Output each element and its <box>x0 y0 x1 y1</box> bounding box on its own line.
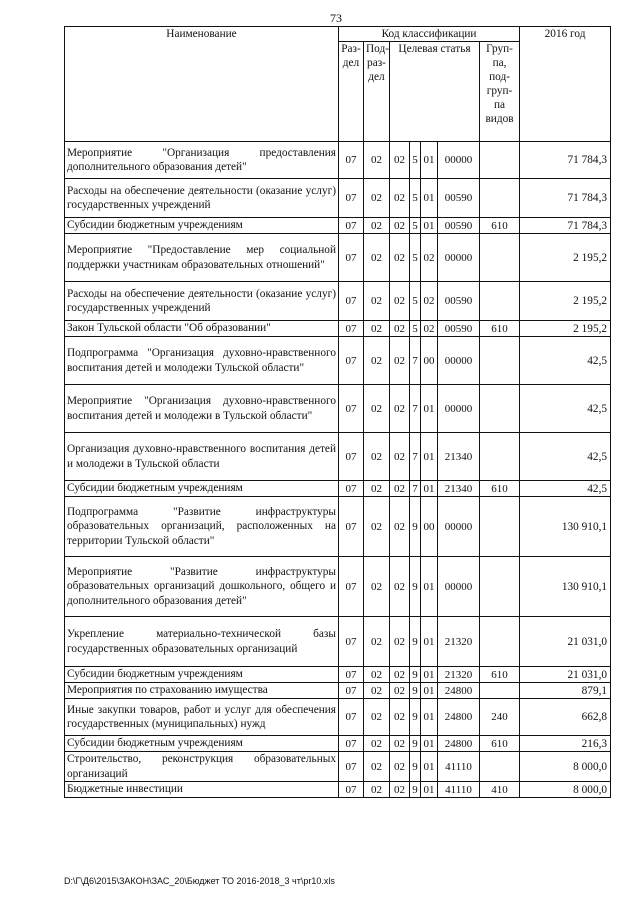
row-target-program: 02 <box>390 218 410 234</box>
row-group <box>480 557 520 617</box>
row-target-program: 02 <box>390 699 410 736</box>
row-name: Субсидии бюджетным учреждениям <box>65 667 339 683</box>
header-code-group: Код классификации <box>339 27 520 42</box>
row-group <box>480 179 520 218</box>
row-razdel: 07 <box>339 385 364 433</box>
row-podrazdel: 02 <box>364 282 390 321</box>
row-amount: 42,5 <box>520 433 611 481</box>
row-name: Мероприятие "Организация предоставления дополнительного образования детей" <box>65 142 339 179</box>
table-row <box>65 557 611 617</box>
row-target-program: 02 <box>390 736 410 752</box>
row-target-measure: 01 <box>421 683 438 699</box>
row-razdel: 07 <box>339 667 364 683</box>
row-group: 610 <box>480 667 520 683</box>
row-target-measure: 01 <box>421 699 438 736</box>
row-group: 240 <box>480 699 520 736</box>
row-name: Субсидии бюджетным учреждениям <box>65 218 339 234</box>
row-amount: 130 910,1 <box>520 557 611 617</box>
row-group <box>480 282 520 321</box>
row-target-direction: 00000 <box>438 234 480 282</box>
row-podrazdel: 02 <box>364 667 390 683</box>
row-name: Расходы на обеспечение деятельности (оказание услуг) государственных учреждений <box>65 179 339 218</box>
row-target-measure: 01 <box>421 481 438 497</box>
row-target-direction: 21340 <box>438 433 480 481</box>
row-target-program: 02 <box>390 752 410 782</box>
row-target-subprogram: 5 <box>410 179 421 218</box>
budget-rows <box>65 142 611 798</box>
row-target-program: 02 <box>390 433 410 481</box>
row-amount: 71 784,3 <box>520 179 611 218</box>
row-target-program: 02 <box>390 667 410 683</box>
row-razdel: 07 <box>339 617 364 667</box>
row-target-subprogram: 5 <box>410 234 421 282</box>
table-row <box>65 667 611 683</box>
row-amount: 71 784,3 <box>520 218 611 234</box>
row-target-subprogram: 5 <box>410 282 421 321</box>
row-amount: 42,5 <box>520 337 611 385</box>
row-amount: 662,8 <box>520 699 611 736</box>
row-group: 610 <box>480 736 520 752</box>
row-target-direction: 24800 <box>438 683 480 699</box>
table-row <box>65 433 611 481</box>
row-podrazdel: 02 <box>364 557 390 617</box>
row-name: Строительство, реконструкция образовательных организаций <box>65 752 339 782</box>
row-name: Мероприятие "Организация духовно-нравственного воспитания детей и молодежи в Тульской области" <box>65 385 339 433</box>
row-target-subprogram: 9 <box>410 617 421 667</box>
row-target-direction: 24800 <box>438 699 480 736</box>
table-row <box>65 617 611 667</box>
row-podrazdel: 02 <box>364 433 390 481</box>
row-group <box>480 385 520 433</box>
row-group <box>480 433 520 481</box>
row-razdel: 07 <box>339 282 364 321</box>
row-razdel: 07 <box>339 142 364 179</box>
row-amount: 2 195,2 <box>520 234 611 282</box>
row-target-direction: 00000 <box>438 385 480 433</box>
row-name: Мероприятия по страхованию имущества <box>65 683 339 699</box>
row-podrazdel: 02 <box>364 321 390 337</box>
row-target-subprogram: 9 <box>410 667 421 683</box>
row-razdel: 07 <box>339 337 364 385</box>
row-razdel: 07 <box>339 557 364 617</box>
row-podrazdel: 02 <box>364 699 390 736</box>
table-row <box>65 337 611 385</box>
row-target-measure: 01 <box>421 736 438 752</box>
row-amount: 71 784,3 <box>520 142 611 179</box>
row-amount: 42,5 <box>520 385 611 433</box>
row-amount: 8 000,0 <box>520 752 611 782</box>
row-name: Организация духовно-нравственного воспитания детей и молодежи в Тульской области <box>65 433 339 481</box>
row-name: Укрепление материально-технической базы государственных образовательных организаций <box>65 617 339 667</box>
row-razdel: 07 <box>339 752 364 782</box>
row-target-measure: 01 <box>421 557 438 617</box>
row-group <box>480 337 520 385</box>
header-podrazdel: Под- раз- дел <box>364 42 390 142</box>
row-target-subprogram: 9 <box>410 699 421 736</box>
row-target-measure: 01 <box>421 433 438 481</box>
header-target: Целевая статья <box>390 42 480 142</box>
row-target-measure: 00 <box>421 497 438 557</box>
row-target-measure: 01 <box>421 218 438 234</box>
row-amount: 21 031,0 <box>520 617 611 667</box>
row-name: Иные закупки товаров, работ и услуг для обеспечения государственных (муниципальных) нужд <box>65 699 339 736</box>
row-target-direction: 21320 <box>438 617 480 667</box>
row-name: Субсидии бюджетным учреждениям <box>65 736 339 752</box>
row-amount: 216,3 <box>520 736 611 752</box>
row-name: Бюджетные инвестиции <box>65 782 339 798</box>
header-group: Груп- па, под- груп- па видов <box>480 42 520 142</box>
row-podrazdel: 02 <box>364 782 390 798</box>
row-target-direction: 00000 <box>438 497 480 557</box>
row-amount: 2 195,2 <box>520 282 611 321</box>
row-group <box>480 497 520 557</box>
row-podrazdel: 02 <box>364 142 390 179</box>
row-target-program: 02 <box>390 497 410 557</box>
row-target-subprogram: 9 <box>410 782 421 798</box>
row-target-subprogram: 7 <box>410 385 421 433</box>
page-number: 73 <box>330 11 342 25</box>
row-amount: 8 000,0 <box>520 782 611 798</box>
row-razdel: 07 <box>339 321 364 337</box>
row-podrazdel: 02 <box>364 337 390 385</box>
row-target-subprogram: 9 <box>410 752 421 782</box>
table-row <box>65 782 611 798</box>
row-name: Мероприятие "Развитие инфраструктуры образовательных организаций дошкольного, общего и дополнительного образования детей" <box>65 557 339 617</box>
row-target-direction: 00590 <box>438 179 480 218</box>
row-amount: 42,5 <box>520 481 611 497</box>
row-target-measure: 01 <box>421 179 438 218</box>
row-target-program: 02 <box>390 683 410 699</box>
row-target-subprogram: 7 <box>410 481 421 497</box>
header-razdel: Раз- дел <box>339 42 364 142</box>
row-group <box>480 683 520 699</box>
table-row <box>65 234 611 282</box>
row-group: 610 <box>480 218 520 234</box>
row-target-program: 02 <box>390 617 410 667</box>
row-name: Мероприятие "Предоставление мер социальной поддержки участникам образовательных отношений" <box>65 234 339 282</box>
row-razdel: 07 <box>339 179 364 218</box>
row-target-direction: 00000 <box>438 337 480 385</box>
table-row <box>65 282 611 321</box>
table-row <box>65 481 611 497</box>
budget-table <box>64 26 611 798</box>
row-name: Подпрограмма "Организация духовно-нравственного воспитания детей и молодежи Тульской области" <box>65 337 339 385</box>
row-target-direction: 00590 <box>438 321 480 337</box>
row-group: 610 <box>480 481 520 497</box>
row-amount: 130 910,1 <box>520 497 611 557</box>
row-group <box>480 234 520 282</box>
row-target-direction: 41110 <box>438 782 480 798</box>
row-group <box>480 142 520 179</box>
file-path-footer: D:\Г\Д6\2015\ЗАКОН\ЗАС_20\Бюджет ТО 2016-2018_3 чт\pr10.xls <box>64 876 335 886</box>
row-name: Субсидии бюджетным учреждениям <box>65 481 339 497</box>
row-target-measure: 01 <box>421 667 438 683</box>
row-podrazdel: 02 <box>364 497 390 557</box>
row-group: 410 <box>480 782 520 798</box>
row-target-program: 02 <box>390 321 410 337</box>
table-row <box>65 752 611 782</box>
row-podrazdel: 02 <box>364 683 390 699</box>
row-name: Расходы на обеспечение деятельности (оказание услуг) государственных учреждений <box>65 282 339 321</box>
row-target-measure: 01 <box>421 782 438 798</box>
table-row <box>65 699 611 736</box>
row-target-measure: 02 <box>421 321 438 337</box>
header-name: Наименование <box>65 27 339 142</box>
table-row <box>65 736 611 752</box>
row-razdel: 07 <box>339 218 364 234</box>
row-target-subprogram: 5 <box>410 321 421 337</box>
row-podrazdel: 02 <box>364 385 390 433</box>
row-amount: 879,1 <box>520 683 611 699</box>
row-target-measure: 02 <box>421 282 438 321</box>
row-group <box>480 752 520 782</box>
row-target-direction: 00000 <box>438 142 480 179</box>
row-razdel: 07 <box>339 782 364 798</box>
row-target-subprogram: 9 <box>410 736 421 752</box>
row-target-program: 02 <box>390 481 410 497</box>
table-row <box>65 142 611 179</box>
row-razdel: 07 <box>339 736 364 752</box>
row-target-subprogram: 5 <box>410 142 421 179</box>
row-target-direction: 21340 <box>438 481 480 497</box>
row-target-direction: 24800 <box>438 736 480 752</box>
row-target-program: 02 <box>390 142 410 179</box>
row-name: Подпрограмма "Развитие инфраструктуры образовательных организаций, расположенных на территории Тульской области" <box>65 497 339 557</box>
row-target-direction: 00590 <box>438 218 480 234</box>
row-target-direction: 41110 <box>438 752 480 782</box>
row-amount: 21 031,0 <box>520 667 611 683</box>
header-year: 2016 год <box>520 27 611 142</box>
row-target-subprogram: 9 <box>410 557 421 617</box>
row-target-direction: 00000 <box>438 557 480 617</box>
row-target-program: 02 <box>390 557 410 617</box>
row-razdel: 07 <box>339 481 364 497</box>
row-target-measure: 01 <box>421 142 438 179</box>
row-target-program: 02 <box>390 179 410 218</box>
table-row <box>65 321 611 337</box>
row-target-subprogram: 9 <box>410 497 421 557</box>
table-row <box>65 683 611 699</box>
row-target-program: 02 <box>390 337 410 385</box>
row-target-measure: 02 <box>421 234 438 282</box>
row-target-measure: 01 <box>421 752 438 782</box>
table-row <box>65 179 611 218</box>
row-razdel: 07 <box>339 234 364 282</box>
row-group <box>480 617 520 667</box>
row-target-program: 02 <box>390 385 410 433</box>
row-target-direction: 00590 <box>438 282 480 321</box>
row-target-program: 02 <box>390 282 410 321</box>
row-podrazdel: 02 <box>364 179 390 218</box>
row-target-program: 02 <box>390 234 410 282</box>
row-target-subprogram: 5 <box>410 218 421 234</box>
row-razdel: 07 <box>339 683 364 699</box>
table-row <box>65 497 611 557</box>
row-target-subprogram: 9 <box>410 683 421 699</box>
row-group: 610 <box>480 321 520 337</box>
row-amount: 2 195,2 <box>520 321 611 337</box>
row-target-program: 02 <box>390 782 410 798</box>
table-row <box>65 218 611 234</box>
row-target-measure: 00 <box>421 337 438 385</box>
row-target-measure: 01 <box>421 617 438 667</box>
row-podrazdel: 02 <box>364 481 390 497</box>
row-target-subprogram: 7 <box>410 337 421 385</box>
row-podrazdel: 02 <box>364 218 390 234</box>
row-razdel: 07 <box>339 699 364 736</box>
row-podrazdel: 02 <box>364 736 390 752</box>
row-target-measure: 01 <box>421 385 438 433</box>
table-row <box>65 385 611 433</box>
row-name: Закон Тульской области "Об образовании" <box>65 321 339 337</box>
row-podrazdel: 02 <box>364 617 390 667</box>
row-razdel: 07 <box>339 433 364 481</box>
row-target-direction: 21320 <box>438 667 480 683</box>
row-target-subprogram: 7 <box>410 433 421 481</box>
row-razdel: 07 <box>339 497 364 557</box>
row-podrazdel: 02 <box>364 752 390 782</box>
row-podrazdel: 02 <box>364 234 390 282</box>
